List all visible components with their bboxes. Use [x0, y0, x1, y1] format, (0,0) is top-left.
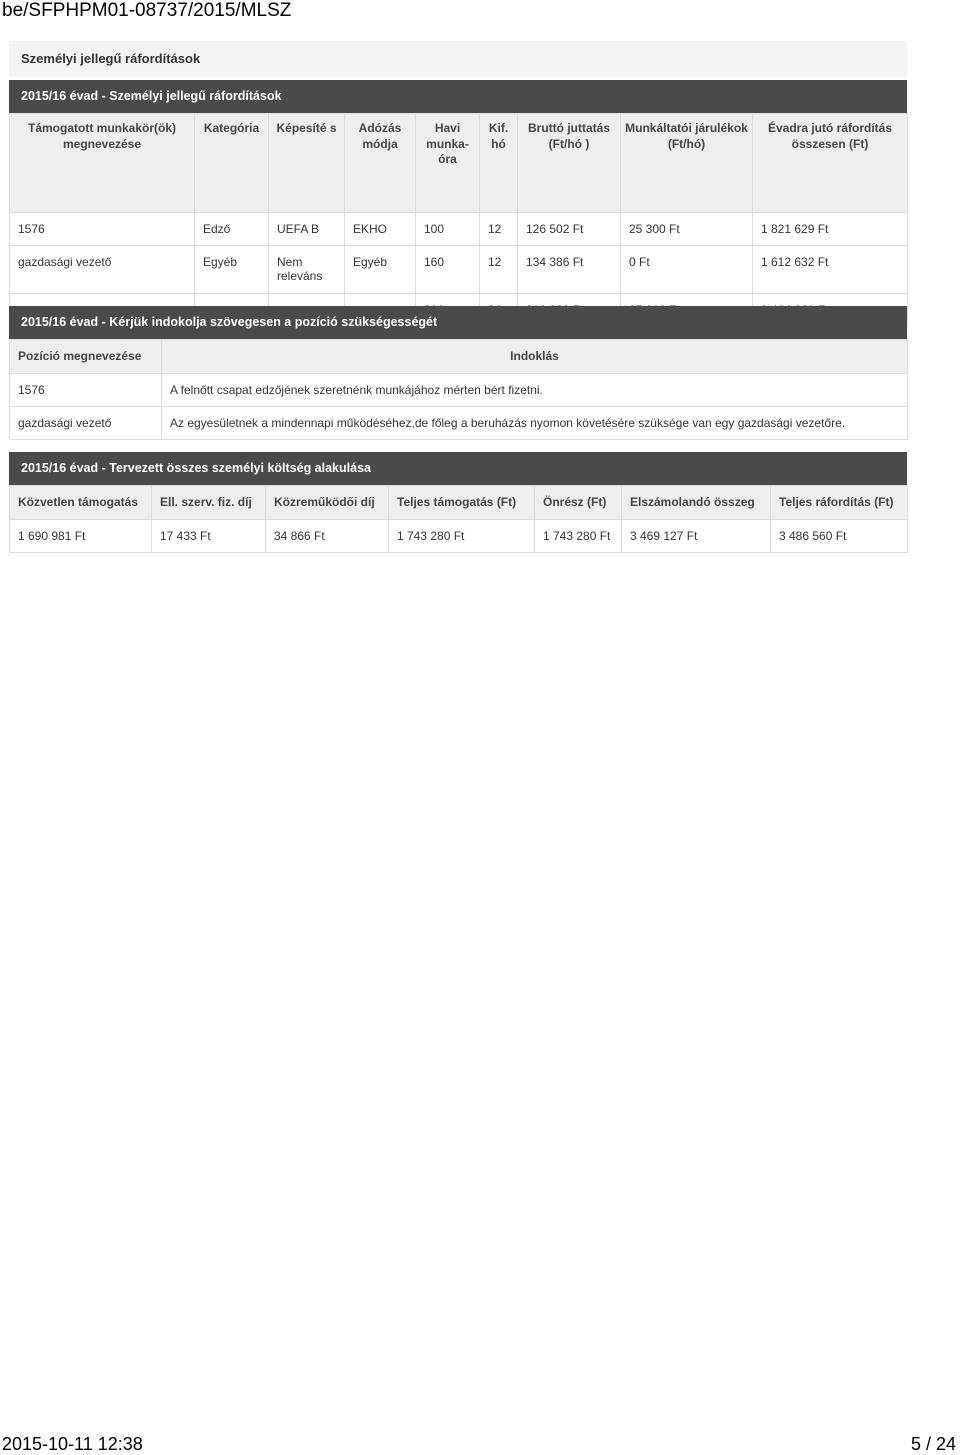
- table-cell: UEFA B: [269, 213, 345, 246]
- footer-page-number: 5 / 24: [910, 1434, 956, 1454]
- col-header: Önrész (Ft): [535, 486, 622, 520]
- col-header: Elszámolandó összeg: [622, 486, 771, 520]
- table-cell: 126 502 Ft: [518, 213, 621, 246]
- col-header: Teljes támogatás (Ft): [389, 486, 535, 520]
- total-costs-table: [9, 485, 908, 553]
- col-header: Képesíté s: [269, 114, 345, 213]
- footer-datetime: 2015-10-11 12:38: [2, 1434, 143, 1454]
- table-cell: 1 690 981 Ft: [10, 520, 152, 553]
- col-header: Havi munka-óra: [416, 114, 480, 213]
- table-header-row: [10, 486, 908, 520]
- panel-personnel-costs-title: 2015/16 évad - Személyi jellegű ráfordítások: [9, 80, 907, 113]
- table-header-row: [10, 340, 908, 374]
- table-cell: Edző: [195, 213, 269, 246]
- table-cell: EKHO: [345, 213, 416, 246]
- table-row: [10, 374, 908, 407]
- col-header: Kategória: [195, 114, 269, 213]
- table-row: [10, 213, 908, 246]
- table-cell: 134 386 Ft: [518, 246, 621, 294]
- table-cell: Egyéb: [195, 246, 269, 294]
- col-header: Bruttó juttatás (Ft/hó ): [518, 114, 621, 213]
- col-header: Kif. hó: [480, 114, 518, 213]
- table-cell: 1 612 632 Ft: [753, 246, 908, 294]
- table-cell: 3 469 127 Ft: [622, 520, 771, 553]
- table-cell: 25 300 Ft: [621, 213, 753, 246]
- col-header: Ell. szerv. fiz. díj: [152, 486, 266, 520]
- panel-justification-title: 2015/16 évad - Kérjük indokolja szövegesen a pozíció szükségességét: [9, 306, 907, 339]
- personnel-costs-table: [9, 113, 908, 327]
- table-cell: 1 743 280 Ft: [535, 520, 622, 553]
- table-cell: 1576: [10, 374, 162, 407]
- table-header-row: [10, 114, 908, 213]
- table-cell: 3 486 560 Ft: [771, 520, 908, 553]
- table-cell: 100: [416, 213, 480, 246]
- document-id-header: be/SFPHPM01-08737/2015/MLSZ: [2, 0, 292, 21]
- table-cell: 12: [480, 213, 518, 246]
- table-cell: 34 866 Ft: [266, 520, 389, 553]
- table-cell: 1576: [10, 213, 195, 246]
- table-cell: Egyéb: [345, 246, 416, 294]
- col-header: Adózás módja: [345, 114, 416, 213]
- table-row: [10, 407, 908, 440]
- col-header: Teljes ráfordítás (Ft): [771, 486, 908, 520]
- panel-total-costs-title: 2015/16 évad - Tervezett összes személyi költség alakulása: [9, 452, 907, 485]
- table-row: [10, 246, 908, 294]
- table-cell: 12: [480, 246, 518, 294]
- table-cell: 1 743 280 Ft: [389, 520, 535, 553]
- table-cell: Nem releváns: [269, 246, 345, 294]
- col-header: Közreműködői díj: [266, 486, 389, 520]
- table-cell: gazdasági vezető: [10, 407, 162, 440]
- table-cell: A felnőtt csapat edzőjének szeretnénk munkájához mérten bért fizetni.: [162, 374, 908, 407]
- section-title: Személyi jellegű ráfordítások: [9, 41, 907, 77]
- col-header: Támogatott munkakör(ök) megnevezése: [10, 114, 195, 213]
- table-cell: 0 Ft: [621, 246, 753, 294]
- justification-table: [9, 339, 908, 440]
- col-header: Közvetlen támogatás: [10, 486, 152, 520]
- table-cell: 160: [416, 246, 480, 294]
- col-header: Munkáltatói járulékok (Ft/hó): [621, 114, 753, 213]
- table-cell: Az egyesületnek a mindennapi működéséhez,de főleg a beruházás nyomon követésére szüksége van egy gazdasági vezetőre.: [162, 407, 908, 440]
- col-header: Indoklás: [162, 340, 908, 374]
- table-cell: gazdasági vezető: [10, 246, 195, 294]
- col-header: Pozíció megnevezése: [10, 340, 162, 374]
- col-header: Évadra jutó ráfordítás összesen (Ft): [753, 114, 908, 213]
- table-cell: 17 433 Ft: [152, 520, 266, 553]
- table-cell: 1 821 629 Ft: [753, 213, 908, 246]
- table-row: [10, 520, 908, 553]
